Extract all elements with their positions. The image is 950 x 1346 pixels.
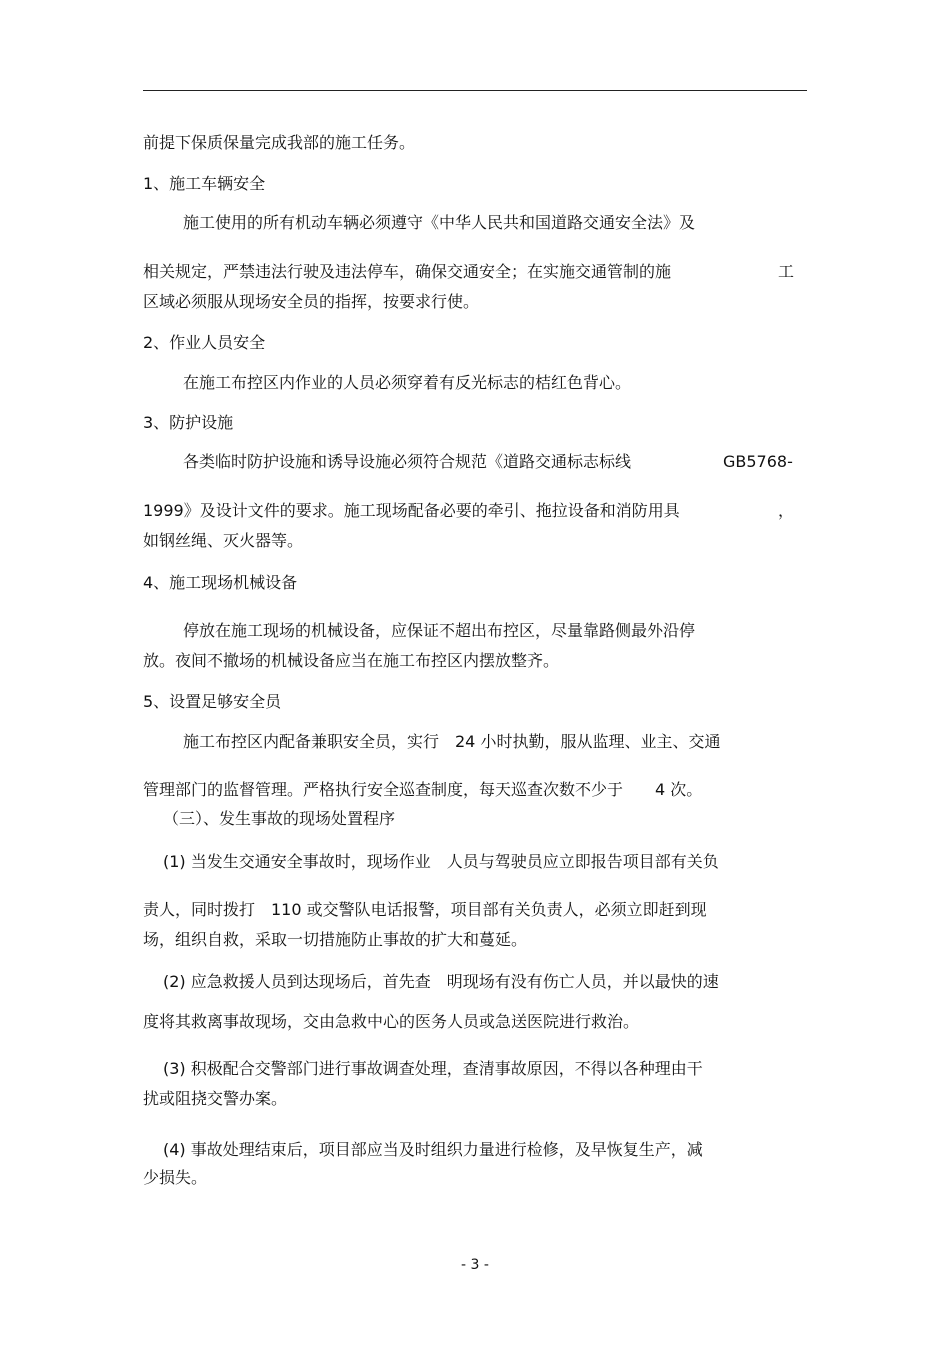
text-line: 少损失。 xyxy=(143,1168,208,1187)
text-line-tail: ， xyxy=(778,501,795,520)
text-line: 施工布控区内配备兼职安全员，实行 24 小时执勤，服从监理、业主、交通 xyxy=(183,732,721,751)
subsection-heading: （三）、发生事故的现场处置程序 xyxy=(163,809,396,828)
header-rule xyxy=(143,90,807,91)
text-line: 1999》及设计文件的要求。施工现场配备必要的牵引、拖拉设备和消防用具 xyxy=(143,501,680,520)
text-line: 各类临时防护设施和诱导设施必须符合规范《道路交通标志标线 xyxy=(183,452,632,471)
text-line: 停放在施工现场的机械设备，应保证不超出布控区，尽量靠路侧最外沿停 xyxy=(183,621,696,640)
section-heading-2: 2、作业人员安全 xyxy=(143,333,266,352)
section-heading-4: 4、施工现场机械设备 xyxy=(143,573,298,592)
text-line: 区域必须服从现场安全员的指挥，按要求行使。 xyxy=(143,292,480,311)
text-line-tail: 工 xyxy=(778,262,795,281)
text-line: 管理部门的监督管理。严格执行安全巡查制度，每天巡查次数不少于 4 次。 xyxy=(143,780,703,799)
section-heading-3: 3、防护设施 xyxy=(143,413,234,432)
text-line: 如钢丝绳、灭火器等。 xyxy=(143,531,304,550)
section-heading-1: 1、施工车辆安全 xyxy=(143,174,266,193)
text-line: 扰或阻挠交警办案。 xyxy=(143,1089,288,1108)
text-line: 场，组织自救，采取一切措施防止事故的扩大和蔓延。 xyxy=(143,930,528,949)
text-line: 放。夜间不撤场的机械设备应当在施工布控区内摆放整齐。 xyxy=(143,651,560,670)
page-number: - 3 - xyxy=(461,1257,489,1273)
text-line: (2) 应急救援人员到达现场后，首先查 明现场有没有伤亡人员，并以最快的速 xyxy=(163,972,719,991)
section-heading-5: 5、设置足够安全员 xyxy=(143,692,282,711)
text-line-tail: GB5768- xyxy=(723,452,793,471)
text-line: 度将其救离事故现场，交由急救中心的医务人员或急送医院进行救治。 xyxy=(143,1012,640,1031)
text-line: 相关规定，严禁违法行驶及违法停车，确保交通安全；在实施交通管制的施 xyxy=(143,262,672,281)
text-line: 施工使用的所有机动车辆必须遵守《中华人民共和国道路交通安全法》及 xyxy=(183,213,696,232)
text-line: (1) 当发生交通安全事故时，现场作业 人员与驾驶员应立即报告项目部有关负 xyxy=(163,852,719,871)
text-line: (3) 积极配合交警部门进行事故调查处理，查清事故原因，不得以各种理由干 xyxy=(163,1059,703,1078)
text-line: 责人，同时拨打 110 或交警队电话报警，项目部有关负责人，必须立即赶到现 xyxy=(143,900,707,919)
text-line: 在施工布控区内作业的人员必须穿着有反光标志的桔红色背心。 xyxy=(183,373,632,392)
text-line: (4) 事故处理结束后，项目部应当及时组织力量进行检修，及早恢复生产，减 xyxy=(163,1140,703,1159)
text-line: 前提下保质保量完成我部的施工任务。 xyxy=(143,133,416,152)
